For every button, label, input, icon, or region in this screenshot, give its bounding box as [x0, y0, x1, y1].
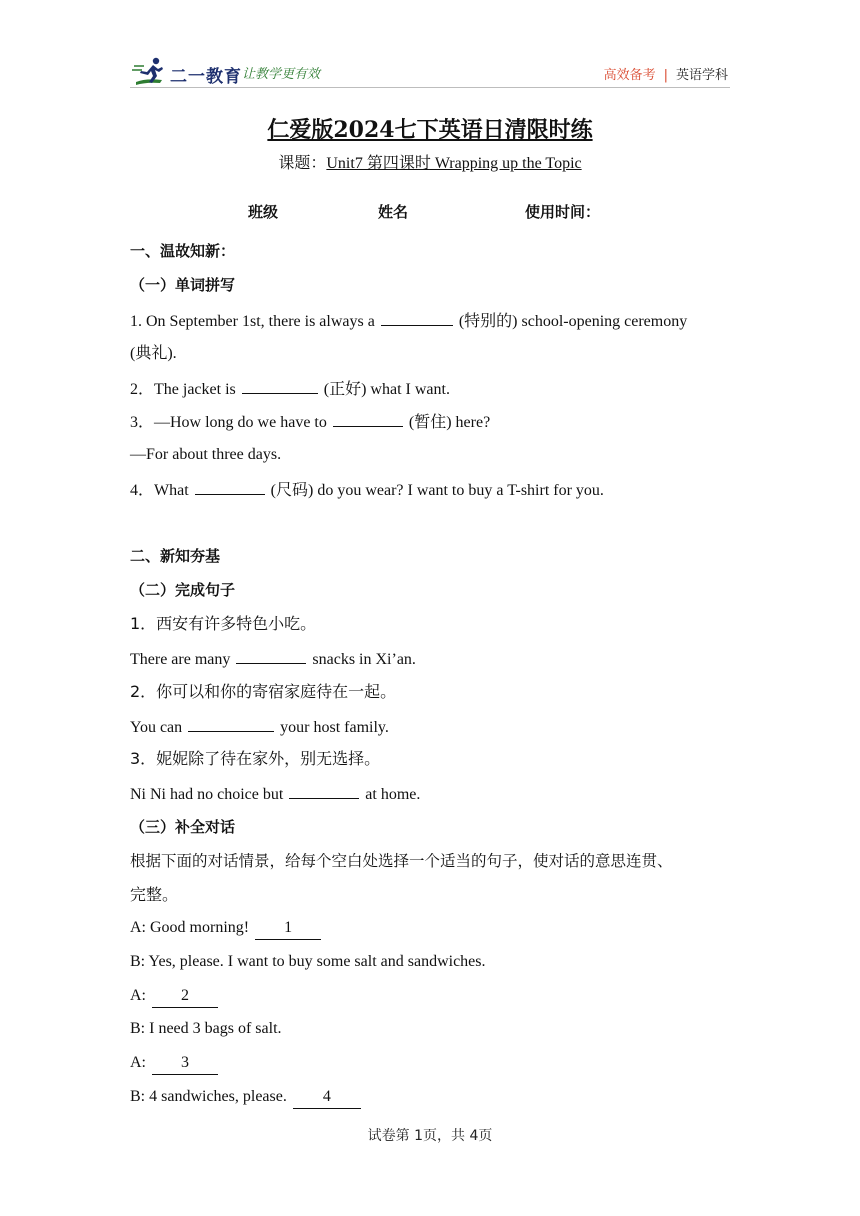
dialogue-line-1	[130, 917, 740, 940]
class-label: 班级	[248, 203, 279, 221]
brand-name: 二一教育	[170, 67, 242, 86]
sentence-2-text-b: your host family.	[280, 719, 389, 736]
question-4-text-a: 4．What	[130, 482, 189, 499]
dialogue-instruction-cont: 完整。	[130, 885, 179, 904]
section-heading-2: 二、新知夯基	[130, 547, 221, 565]
question-3-text-b: (暂住) here?	[408, 414, 491, 431]
answer-blank[interactable]	[242, 377, 318, 394]
subject-tag: 英语学科	[675, 68, 728, 83]
question-1-text-a: 1. On September 1st, there is always a	[130, 313, 375, 330]
answer-blank[interactable]	[236, 647, 306, 664]
sentence-3-chinese: 3．妮妮除了待在家外，别无选择。	[130, 749, 381, 768]
subtitle-topic: Unit7 第四课时 Wrapping up the Topic	[326, 155, 582, 172]
section-heading-1: 一、温故知新：	[130, 242, 236, 260]
runner-logo-icon	[132, 56, 172, 88]
sentence-2	[130, 715, 740, 739]
sentence-2-text-a: You can	[130, 719, 183, 736]
question-1-cont: (典礼).	[130, 345, 177, 362]
sentence-1	[130, 647, 740, 671]
dialogue-line-4: B: I need 3 bags of salt.	[130, 1020, 282, 1037]
question-2-text-a: 2．The jacket is	[130, 381, 236, 398]
tag-separator: |	[663, 68, 668, 83]
sentence-1-text-a: There are many	[130, 651, 231, 668]
answer-blank[interactable]	[195, 478, 265, 495]
question-1	[130, 309, 740, 333]
sentence-1-text-b: snacks in Xi’an.	[312, 651, 416, 668]
subsection-spelling: （一）单词拼写	[130, 276, 236, 294]
subsection-dialogue: （三）补全对话	[130, 818, 236, 836]
question-1-text-b: (特别的) school-opening ceremony	[458, 313, 688, 330]
page-title: 仁爱版2024七下英语日清限时练	[267, 117, 593, 143]
time-label: 使用时间：	[525, 203, 601, 221]
answer-blank[interactable]	[381, 309, 453, 326]
page-footer: 试卷第 1页，共 4页	[367, 1128, 493, 1144]
sentence-1-chinese: 1．西安有许多特色小吃。	[130, 614, 317, 633]
header-tags	[604, 64, 728, 83]
lesson-subtitle	[0, 150, 860, 173]
subsection-sentences: （二）完成句子	[130, 581, 236, 599]
answer-blank[interactable]	[188, 715, 274, 732]
sentence-3-text-b: at home.	[365, 786, 421, 803]
subtitle-prefix: 课题：	[278, 153, 327, 172]
dialogue-line-3	[130, 985, 740, 1008]
dialogue-blank-3[interactable]: 3	[152, 1052, 218, 1075]
sentence-3-text-a: Ni Ni had no choice but	[130, 786, 284, 803]
dialogue-instruction: 根据下面的对话情景，给每个空白处选择一个适当的句子，使对话的意思连贯、	[130, 852, 673, 870]
name-label: 姓名	[378, 203, 409, 221]
question-4-text-b: (尺码) do you wear? I want to buy a T-shirt for you.	[270, 482, 604, 499]
header-divider	[130, 87, 730, 88]
sentence-3	[130, 782, 740, 806]
question-3-text-a: 3．—How long do we have to	[130, 414, 327, 431]
question-2-text-b: (正好) what I want.	[323, 381, 450, 398]
brand-slogan: 让教学更有效	[242, 67, 321, 82]
dialogue-text: A:	[130, 987, 146, 1004]
question-4	[130, 478, 740, 502]
question-3-reply: —For about three days.	[130, 446, 282, 463]
dialogue-blank-2[interactable]: 2	[152, 985, 218, 1008]
dialogue-text: B: 4 sandwiches, please.	[130, 1088, 287, 1105]
dialogue-text: A:	[130, 1054, 146, 1071]
dialogue-line-6	[130, 1086, 740, 1109]
answer-blank[interactable]	[289, 782, 359, 799]
brand-logo	[132, 56, 342, 88]
dialogue-line-5	[130, 1052, 740, 1075]
page-header	[0, 0, 860, 100]
dialogue-line-2: B: Yes, please. I want to buy some salt and sandwiches.	[130, 953, 486, 970]
answer-blank[interactable]	[333, 410, 403, 427]
dialogue-blank-4[interactable]: 4	[293, 1086, 361, 1109]
dialogue-blank-1[interactable]: 1	[255, 917, 321, 940]
exam-tag: 高效备考	[603, 68, 656, 83]
question-3	[130, 410, 740, 434]
sentence-2-chinese: 2．你可以和你的寄宿家庭待在一起。	[130, 682, 397, 701]
dialogue-text: A: Good morning!	[130, 919, 250, 936]
question-2	[130, 377, 740, 401]
